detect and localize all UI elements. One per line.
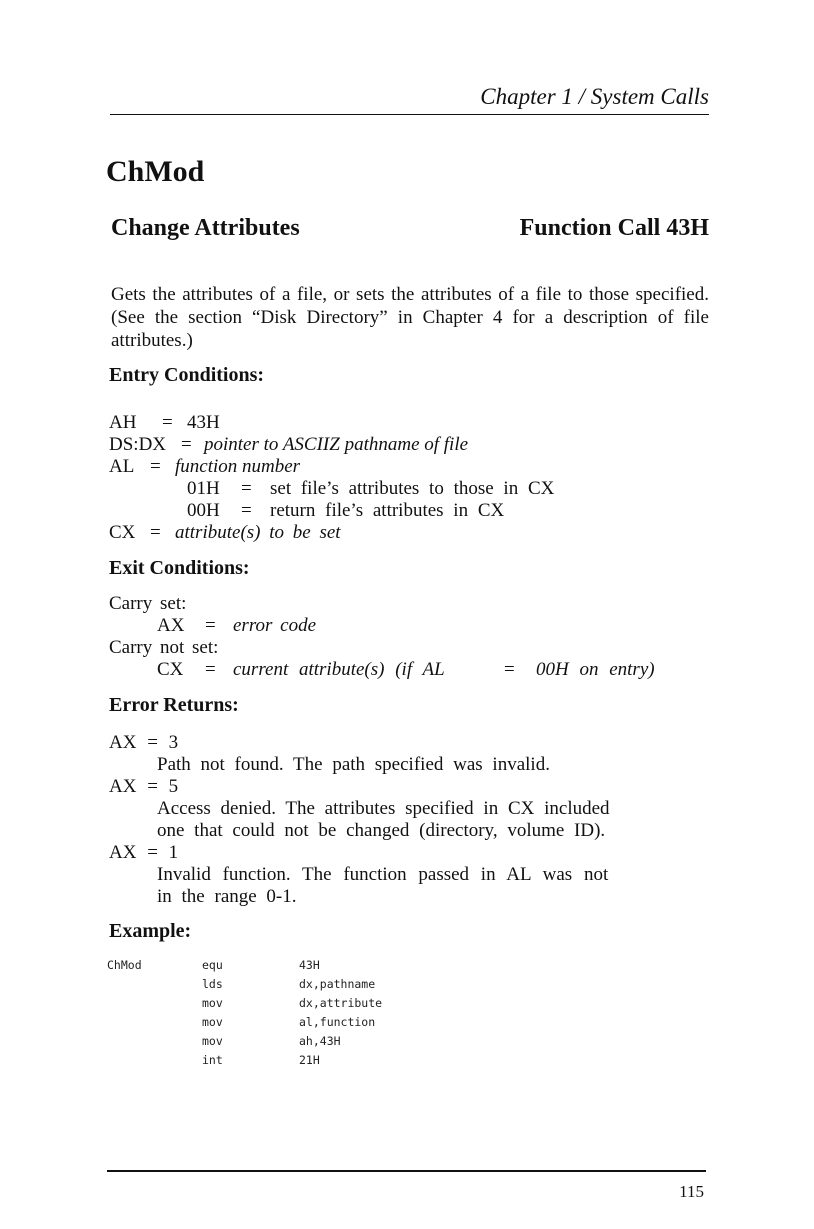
entry-ah-equals: = xyxy=(162,412,173,433)
code-op-1: equ xyxy=(202,958,223,972)
entry-option-01h-equals: = xyxy=(241,478,252,499)
exit-carry-not-set: Carry not set: xyxy=(109,637,219,658)
entry-cx-register: CX xyxy=(109,522,136,543)
exit-cx-value: current attribute(s) (if AL xyxy=(233,659,445,680)
function-name: Change Attributes xyxy=(111,215,300,241)
error-3-description: Path not found. The path specified was invalid. xyxy=(157,754,550,775)
exit-conditions-heading: Exit Conditions: xyxy=(109,557,250,579)
footer-rule xyxy=(107,1170,706,1172)
entry-option-01h-text: set file’s attributes to those in CX xyxy=(270,478,555,499)
exit-cx-equals: = xyxy=(205,659,216,680)
page-title: ChMod xyxy=(106,155,205,188)
code-op-5: mov xyxy=(202,1034,223,1048)
entry-al-equals: = xyxy=(150,456,161,477)
entry-option-00h-equals: = xyxy=(241,500,252,521)
running-head: Chapter 1 / System Calls xyxy=(480,84,709,109)
entry-dsdx-equals: = xyxy=(181,434,192,455)
entry-dsdx-register: DS:DX xyxy=(109,434,167,455)
entry-al-register: AL xyxy=(109,456,135,477)
exit-ax-register: AX xyxy=(157,615,185,636)
entry-cx-equals: = xyxy=(150,522,161,543)
code-arg-6: 21H xyxy=(299,1053,320,1067)
code-op-4: mov xyxy=(202,1015,223,1029)
error-5-description-line-1: Access denied. The attributes specified in CX included xyxy=(157,798,610,819)
code-arg-5: ah,43H xyxy=(299,1034,341,1048)
error-1-description-line-1: Invalid function. The function passed in AL was not xyxy=(157,864,609,885)
code-arg-3: dx,attribute xyxy=(299,996,383,1010)
code-arg-4: al,function xyxy=(299,1015,376,1029)
example-heading: Example: xyxy=(109,920,192,942)
error-code-3: AX = 3 xyxy=(109,732,179,753)
code-arg-1: 43H xyxy=(299,958,320,972)
entry-cx-value: attribute(s) to be set xyxy=(175,522,341,543)
error-code-1: AX = 1 xyxy=(109,842,179,863)
entry-option-01h-code: 01H xyxy=(187,478,220,499)
entry-dsdx-value: pointer to ASCIIZ pathname of file xyxy=(204,434,469,455)
error-5-description-line-2: one that could not be changed (directory, volume ID). xyxy=(157,820,606,841)
entry-option-00h-text: return file’s attributes in CX xyxy=(270,500,505,521)
entry-ah-register: AH xyxy=(109,412,137,433)
entry-al-value: function number xyxy=(175,456,301,477)
error-returns-heading: Error Returns: xyxy=(109,694,239,716)
error-1-description-line-2: in the range 0-1. xyxy=(157,886,297,907)
exit-cx-value-tail: 00H on entry) xyxy=(536,659,655,680)
code-arg-2: dx,pathname xyxy=(299,977,376,991)
page-number: 115 xyxy=(679,1182,704,1201)
exit-cx-register: CX xyxy=(157,659,184,680)
exit-carry-set: Carry set: xyxy=(109,593,187,614)
exit-ax-value: error code xyxy=(233,615,317,636)
description-paragraph: Gets the attributes of a file, or sets the attributes of a file to those specified. (See the section “Disk Directory” in Chapter 4 for a description of file attributes.) xyxy=(111,284,709,351)
exit-cx-inner-equals: = xyxy=(504,659,515,680)
error-code-5: AX = 5 xyxy=(109,776,179,797)
exit-ax-equals: = xyxy=(205,615,216,636)
header-rule xyxy=(110,114,709,115)
code-op-2: lds xyxy=(202,977,223,991)
entry-conditions-heading: Entry Conditions: xyxy=(109,364,265,386)
function-call-number: Function Call 43H xyxy=(519,215,709,241)
entry-ah-value: 43H xyxy=(187,412,220,433)
entry-option-00h-code: 00H xyxy=(187,500,220,521)
code-op-3: mov xyxy=(202,996,223,1010)
code-label: ChMod xyxy=(107,958,142,972)
code-op-6: int xyxy=(202,1053,223,1067)
